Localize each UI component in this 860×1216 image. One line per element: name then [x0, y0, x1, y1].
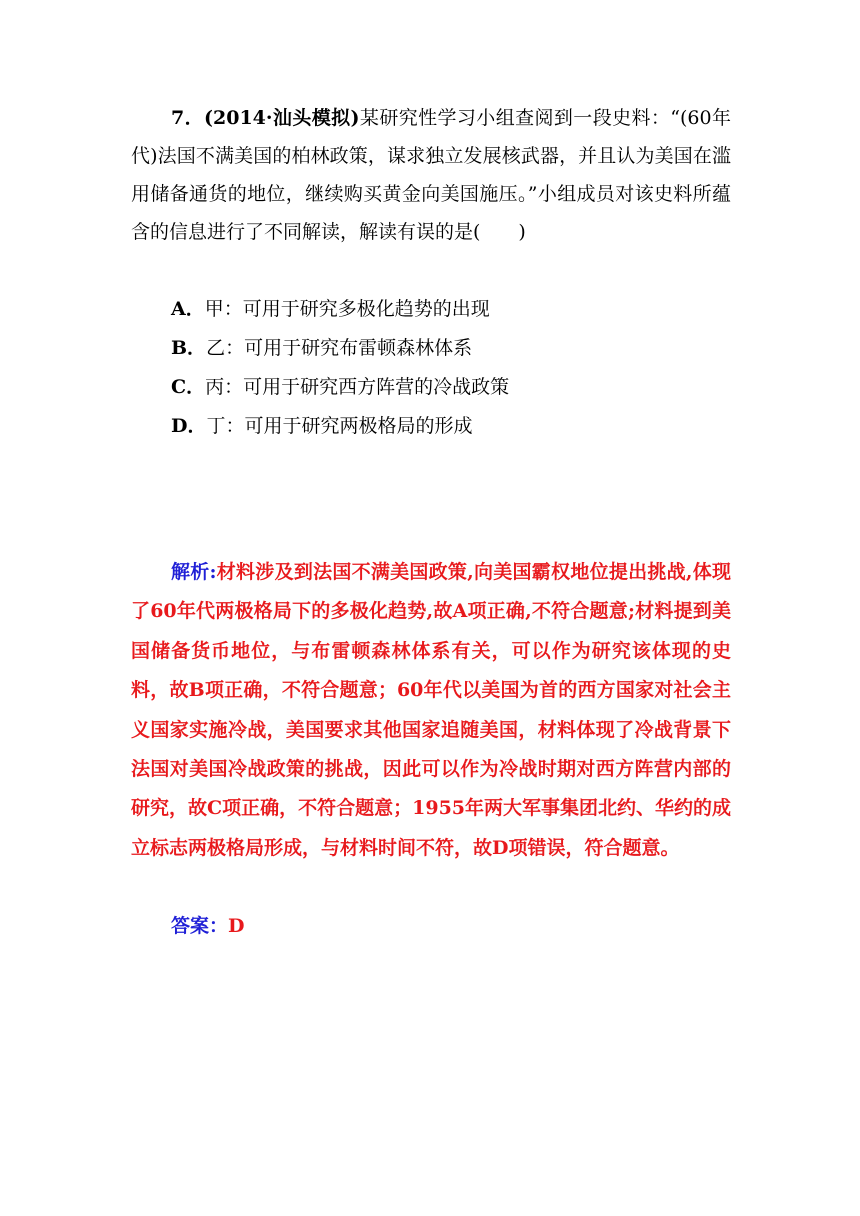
- question-source: (2014·汕头模拟): [204, 107, 360, 129]
- analysis-label: 解析:: [171, 561, 217, 583]
- option-d: [171, 407, 509, 446]
- option-text: 丁：可用于研究两极格局的形成: [206, 415, 473, 437]
- question-text: 某研究性学习小组查阅到一段史料：“(60年代)法国不满美国的柏林政策，谋求独立发展核武器，并且认为美国在滥用储备通货的地位，继续购买黄金向美国施压。”小组成员对该史料所蕴含的信息进行了不同解读，解读有误的是( ): [131, 107, 731, 243]
- option-a: [171, 290, 509, 329]
- answer-line: [171, 907, 245, 946]
- question-stem: [131, 99, 731, 251]
- analysis-paragraph: [131, 553, 731, 868]
- option-letter: D．: [171, 415, 207, 437]
- option-text: 甲：可用于研究多极化趋势的出现: [204, 298, 490, 320]
- option-text: 丙：可用于研究西方阵营的冷战政策: [205, 376, 510, 398]
- answer-label: 答案：: [171, 915, 229, 937]
- option-letter: C．: [171, 376, 206, 398]
- option-b: [171, 329, 509, 368]
- question-number: 7．: [171, 107, 205, 129]
- option-letter: B．: [171, 337, 207, 359]
- option-letter: A．: [171, 298, 205, 320]
- option-c: [171, 368, 509, 407]
- analysis-text: 材料涉及到法国不满美国政策,向美国霸权地位提出挑战,体现了60年代两极格局下的多极化趋势,故A项正确,不符合题意;材料提到美国储备货币地位，与布雷顿森林体系有关，可以作为研究该体现的史料，故B项正确，不符合题意；60年代以美国为首的西方国家对社会主义国家实施冷战，美国要求其他国家追随美国，材料体现了冷战背景下法国对美国冷战政策的挑战，因此可以作为冷战时期对西方阵营内部的研究，故C项正确，不符合题意；1955年两大军事集团北约、华约的成立标志两极格局形成，与材料时间不符，故D项错误，符合题意。: [131, 561, 732, 859]
- options-list: [171, 290, 509, 446]
- answer-value: D: [228, 915, 245, 937]
- option-text: 乙：可用于研究布雷顿森林体系: [206, 337, 473, 359]
